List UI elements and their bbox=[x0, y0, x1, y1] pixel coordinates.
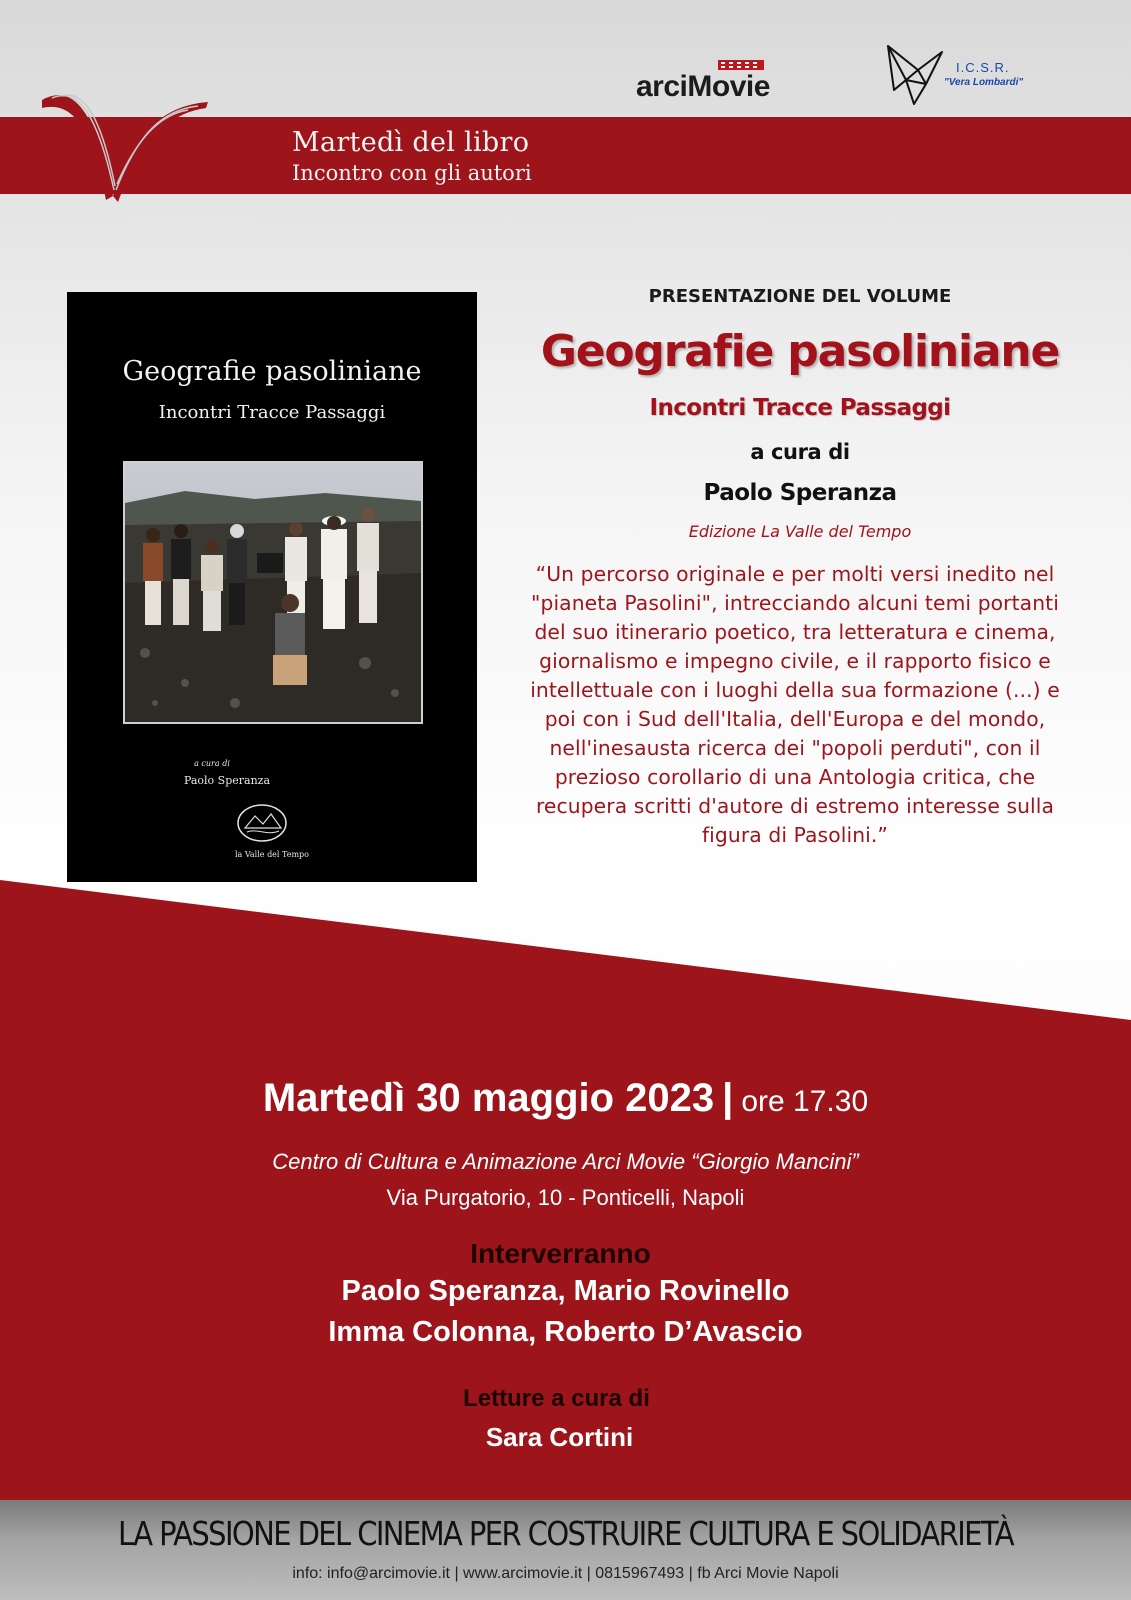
event-date: Martedì 30 maggio 2023 bbox=[262, 1076, 715, 1120]
event-date-line bbox=[0, 1076, 1131, 1121]
event-time: ore 17.30 bbox=[741, 1085, 869, 1118]
readings-name: Sara Cortini bbox=[485, 1422, 634, 1452]
cover-photo bbox=[123, 461, 423, 724]
cover-publisher: la Valle del Tempo bbox=[234, 850, 309, 859]
open-book-logo-icon bbox=[38, 78, 238, 213]
cover-photo-image bbox=[125, 463, 421, 722]
cover-credit-name: Paolo Speranza bbox=[183, 774, 271, 787]
book-quote: “Un percorso originale e per molti versi inedito nel "pianeta Pasolini", intrecciando alcuni temi portanti del suo itinerario poetico, tra letteratura e cinema, giornalismo e impegno civile, e il rapporto fisico e intellettuale con i luoghi della sua formazione (...) e poi con i Sud dell'Italia, dell'Europa e del mondo, nell'inesausta ricerca dei "popoli perduti", con il prezioso corollario di una Antologia critica, che recupera scritti d'autore di estremo interesse sulla figura di Pasolini.” bbox=[530, 562, 1060, 847]
cover-credit-label: a cura di bbox=[194, 759, 230, 768]
icsr-subname: "Vera Lombardi" bbox=[944, 77, 1024, 88]
footer bbox=[0, 1500, 1131, 1600]
arcimovie-logo-text: arciMovie bbox=[636, 70, 770, 103]
kicker: PRESENTAZIONE DEL VOLUME bbox=[648, 286, 952, 307]
speakers-line-1: Paolo Speranza, Mario Rovinello bbox=[341, 1275, 790, 1307]
speakers-label: Interverranno bbox=[470, 1238, 651, 1269]
footer-contacts: info: info@arcimovie.it | www.arcimovie.it | 0815967493 | fb Arci Movie Napoli bbox=[292, 1565, 839, 1582]
book-subtitle: Incontri Tracce Passaggi bbox=[649, 395, 951, 421]
icsr-name: I.C.S.R. bbox=[956, 60, 1010, 75]
origami-crane-icon bbox=[884, 40, 946, 108]
book-title: Geografie pasoliniane bbox=[540, 326, 1060, 377]
speakers-line-2: Imma Colonna, Roberto D’Avascio bbox=[328, 1316, 803, 1348]
publisher-line: Edizione La Valle del Tempo bbox=[688, 522, 912, 541]
date-separator: | bbox=[722, 1076, 734, 1120]
icsr-logo bbox=[884, 40, 1034, 110]
footer-slogan: LA PASSIONE DEL CINEMA PER COSTRUIRE CULTURA E SOLIDARIETÀ bbox=[118, 1514, 1013, 1554]
publisher-emblem-icon bbox=[235, 802, 289, 844]
venue-address: Via Purgatorio, 10 - Ponticelli, Napoli bbox=[386, 1185, 745, 1210]
series-title: Martedì del libro bbox=[292, 127, 530, 158]
cover-title: Geografie pasoliniane bbox=[122, 356, 422, 387]
editor-name: Paolo Speranza bbox=[703, 480, 897, 506]
cover-subtitle: Incontri Tracce Passaggi bbox=[158, 402, 386, 423]
book-cover bbox=[67, 292, 477, 882]
arcimovie-logo bbox=[636, 58, 796, 103]
readings-label: Letture a cura di bbox=[463, 1385, 650, 1412]
curated-by-label: a cura di bbox=[750, 440, 850, 464]
venue-name: Centro di Cultura e Animazione Arci Movie “Giorgio Mancini” bbox=[272, 1149, 859, 1174]
series-subtitle: Incontro con gli autori bbox=[292, 161, 532, 185]
